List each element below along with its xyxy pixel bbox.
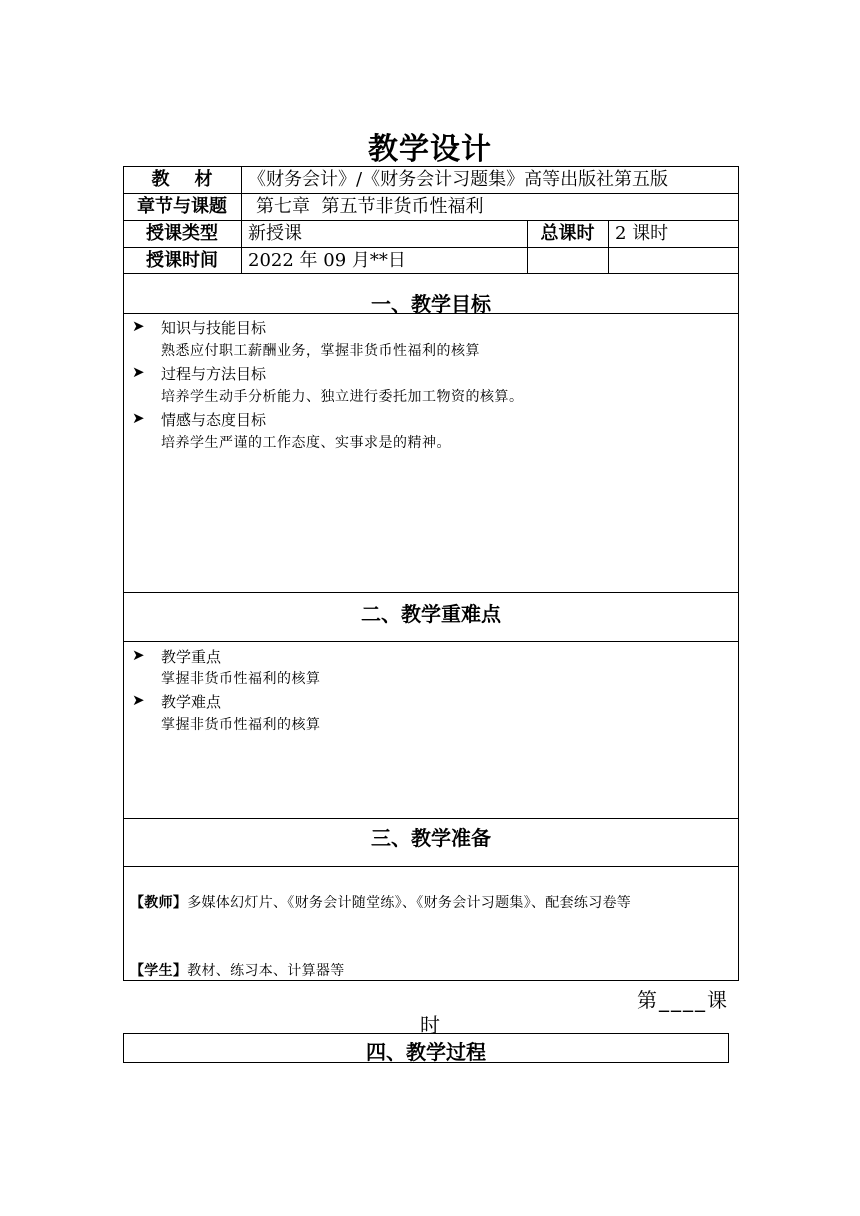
teacher-label: 【教师】 <box>130 895 188 911</box>
bullet-arrow-icon: ➤ <box>132 409 145 427</box>
objective-text-process: 培养学生动手分析能力、独立进行委托加工物资的核算。 <box>161 389 524 405</box>
lesson-number: 第____课 <box>637 988 729 1012</box>
total-hours-label: 总课时 <box>540 223 595 244</box>
objective-heading-knowledge: 知识与技能目标 <box>161 319 267 337</box>
preparation-heading: 三、教学准备 <box>371 826 491 850</box>
chapter-value: 第七章 第五节非货币性福利 <box>256 196 484 217</box>
difficult-point-heading: 教学难点 <box>161 693 222 711</box>
objective-text-attitude: 培养学生严谨的工作态度、实事求是的精神。 <box>161 435 451 451</box>
teacher-text: 多媒体幻灯片、《财务会计随堂练》、《财务会计习题集》、配套练习卷等 <box>187 895 632 911</box>
key-point-heading: 教学重点 <box>161 648 222 666</box>
teacher-preparation <box>130 892 631 912</box>
lesson-time-value: 2022 年 09 月**日 <box>248 250 406 271</box>
key-points-heading: 二、教学重难点 <box>361 602 501 626</box>
objective-text-knowledge: 熟悉应付职工薪酬业务，掌握非货币性福利的核算 <box>161 343 480 359</box>
lesson-type-value: 新授课 <box>248 223 302 244</box>
student-preparation <box>130 960 345 980</box>
objectives-heading: 一、教学目标 <box>371 292 491 316</box>
student-text: 教材、练习本、计算器等 <box>187 963 345 979</box>
total-hours-value: 2 课时 <box>615 223 669 244</box>
chapter-label: 章节与课题 <box>137 196 227 217</box>
difficult-point-text: 掌握非货币性福利的核算 <box>161 717 321 733</box>
process-heading: 四、教学过程 <box>366 1040 486 1064</box>
lesson-time-label: 授课时间 <box>146 250 218 271</box>
textbook-label: 教 材 <box>151 169 213 190</box>
objective-heading-attitude: 情感与态度目标 <box>161 411 267 429</box>
bullet-arrow-icon: ➤ <box>132 691 145 709</box>
objective-heading-process: 过程与方法目标 <box>161 365 267 383</box>
bullet-arrow-icon: ➤ <box>132 646 145 664</box>
bullet-arrow-icon: ➤ <box>132 363 145 381</box>
key-point-text: 掌握非货币性福利的核算 <box>161 671 321 687</box>
bullet-arrow-icon: ➤ <box>132 317 145 335</box>
student-label: 【学生】 <box>130 963 188 979</box>
lesson-type-label: 授课类型 <box>146 223 218 244</box>
lesson-number-suffix: 时 <box>420 1013 440 1037</box>
page-title: 教学设计 <box>368 132 492 167</box>
textbook-value: 《财务会计》/《财务会计习题集》高等出版社第五版 <box>248 169 669 190</box>
